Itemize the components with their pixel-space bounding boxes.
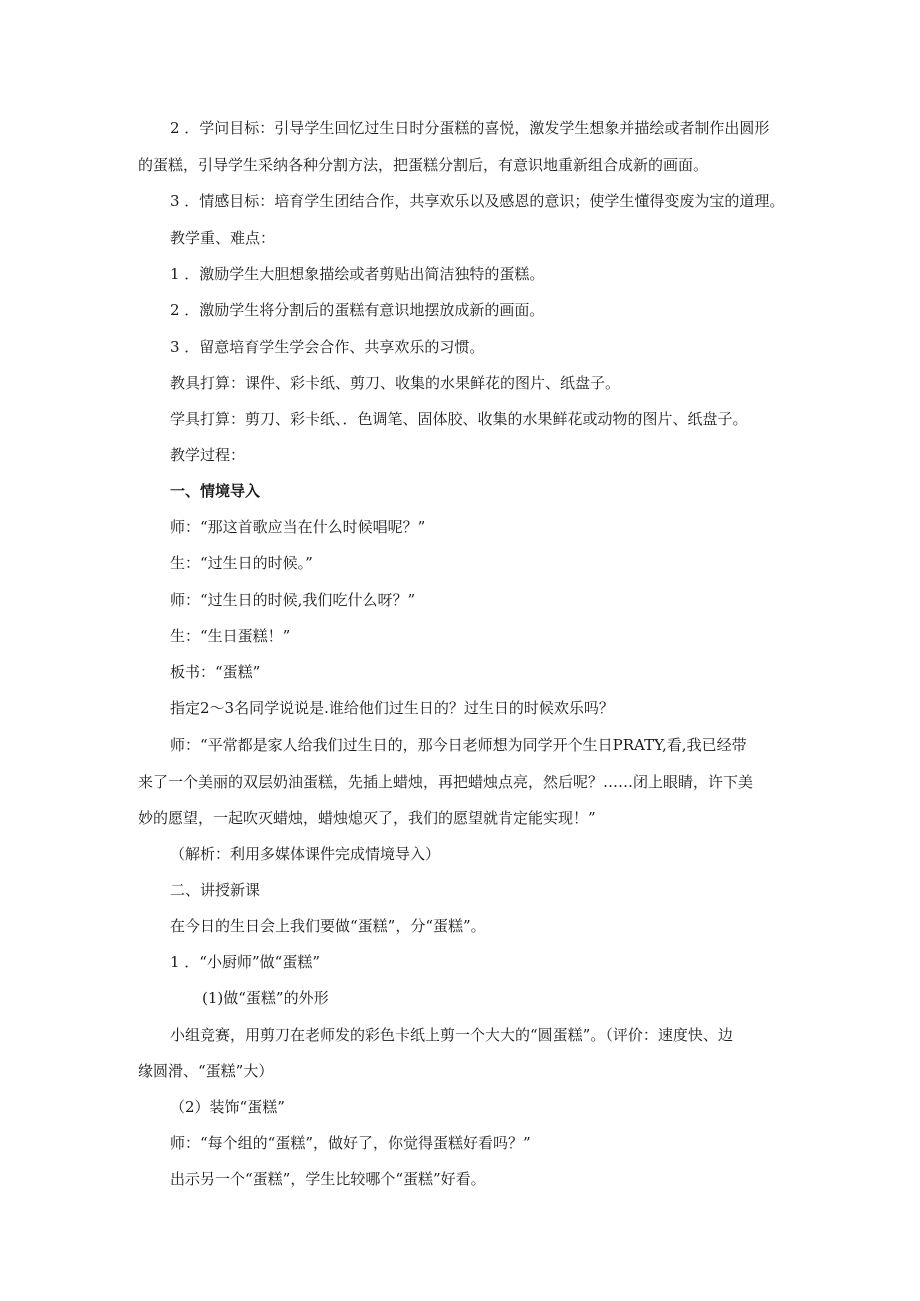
text-line: 的蛋糕，引导学生采纳各种分割方法，把蛋糕分割后，有意识地重新组合成新的画面。 bbox=[138, 156, 709, 174]
text-line: 生：“生日蛋糕！” bbox=[170, 627, 291, 645]
text-line: （2）装饰“蛋糕” bbox=[170, 1098, 285, 1116]
text-line: 1 ．“小厨师”做“蛋糕” bbox=[170, 953, 320, 971]
text-line: 小组竞赛，用剪刀在老师发的彩色卡纸上剪一个大大的“圆蛋糕”。（评价：速度快、边 bbox=[170, 1026, 733, 1044]
text-line: 来了一个美丽的双层奶油蛋糕，先插上蜡烛，再把蜡烛点亮，然后呢？……闭上眼睛，许下美 bbox=[138, 773, 754, 791]
text-line: 生：“过生日的时候。” bbox=[170, 554, 313, 572]
text-line: （解析：利用多媒体课件完成情境导入） bbox=[170, 845, 441, 863]
text-line: 教学重、难点： bbox=[170, 229, 276, 247]
text-line: 教具打算：课件、彩卡纸、剪刀、收集的水果鲜花的图片、纸盘子。 bbox=[170, 374, 621, 392]
text-line: 学具打算：剪刀、彩卡纸、．色调笔、固体胶、收集的水果鲜花或动物的图片、纸盘子。 bbox=[170, 410, 748, 428]
text-line: 2 ．学问目标：引导学生回忆过生日时分蛋糕的喜悦，激发学生想象并描绘或者制作出圆形 bbox=[170, 119, 770, 137]
text-line: 在今日的生日会上我们要做“蛋糕”，分“蛋糕”。 bbox=[170, 917, 486, 935]
text-line: 师：“过生日的时候,我们吃什么呀？” bbox=[170, 591, 416, 609]
text-line: 教学过程： bbox=[170, 446, 246, 464]
section-heading: 二、讲授新课 bbox=[170, 881, 261, 899]
text-line: 指定2～3名同学说说是.谁给他们过生日的？过生日的时候欢乐吗？ bbox=[170, 699, 614, 717]
text-line: 3 ．情感目标：培育学生团结合作，共享欢乐以及感恩的意识；使学生懂得变废为宝的道理。 bbox=[170, 192, 785, 210]
text-line: 缘圆滑、“蛋糕”大） bbox=[138, 1062, 274, 1080]
text-line: 师：“平常都是家人给我们过生日的，那今日老师想为同学开个生日PRATY,看,我已经带 bbox=[170, 736, 747, 754]
section-heading: 一、情境导入 bbox=[170, 482, 261, 500]
text-line: 出示另一个“蛋糕”，学生比较哪个“蛋糕”好看。 bbox=[170, 1170, 486, 1188]
text-line: 板书：“蛋糕” bbox=[170, 663, 261, 681]
text-line: 1 ．激励学生大胆想象描绘或者剪贴出简洁独特的蛋糕。 bbox=[170, 265, 545, 283]
text-line: 妙的愿望，一起吹灭蜡烛，蜡烛熄灭了，我们的愿望就肯定能实现！” bbox=[138, 809, 596, 827]
text-line: (1)做“蛋糕”的外形 bbox=[202, 989, 329, 1007]
text-line: 3 ．留意培育学生学会合作、共享欢乐的习惯。 bbox=[170, 338, 485, 356]
text-line: 师：“那这首歌应当在什么时候唱呢？” bbox=[170, 518, 426, 536]
text-line: 2 ．激励学生将分割后的蛋糕有意识地摆放成新的画面。 bbox=[170, 301, 545, 319]
text-line: 师：“每个组的“蛋糕”，做好了，你觉得蛋糕好看吗？” bbox=[170, 1134, 531, 1152]
